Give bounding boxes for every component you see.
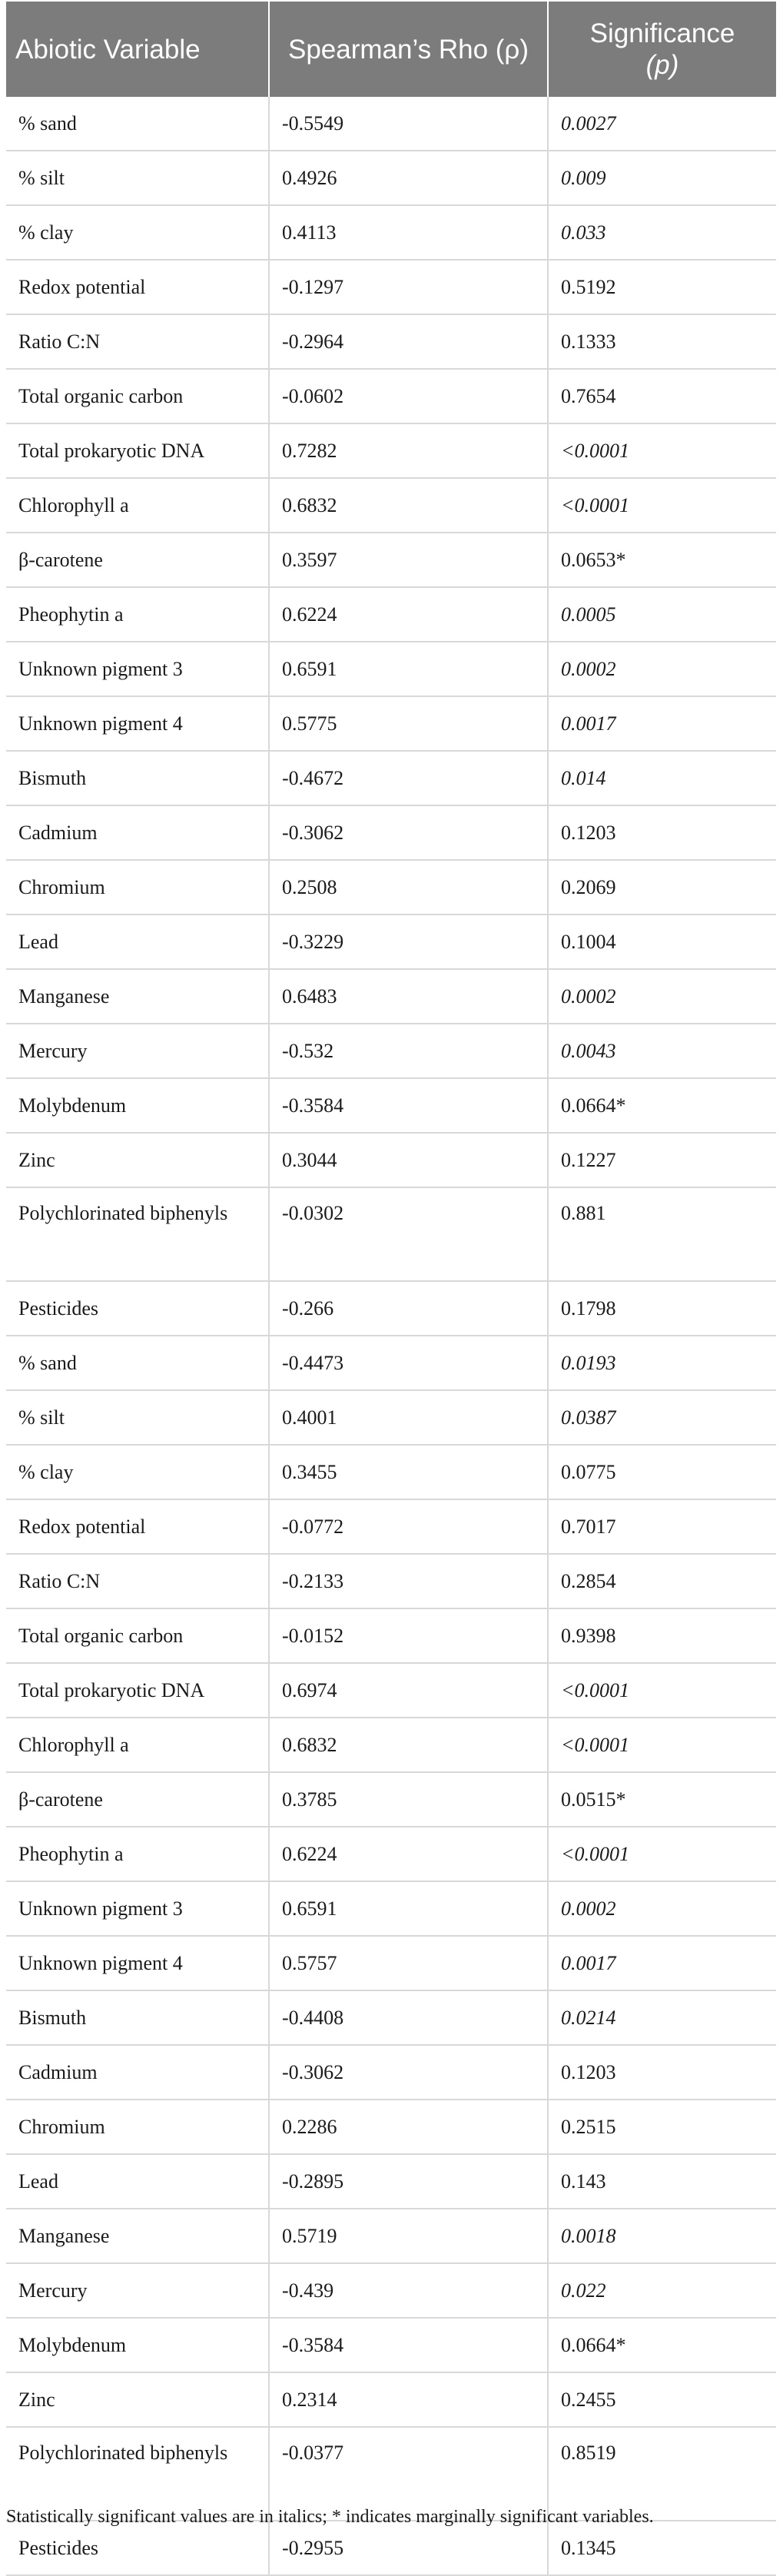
table-row [6, 2045, 776, 2100]
table-row [6, 1990, 776, 2045]
rho-cell: -0.0602 [269, 369, 548, 423]
rho-cell: 0.2314 [269, 2372, 548, 2427]
significance-cell: 0.014 [548, 751, 776, 805]
variable-cell: Chlorophyll a [6, 478, 269, 533]
table-row [6, 2318, 776, 2372]
variable-cell: Cadmium [6, 2045, 269, 2100]
correlation-table [6, 2, 776, 2576]
significance-cell: 0.0387 [548, 1390, 776, 1445]
variable-cell: Zinc [6, 2372, 269, 2427]
significance-cell: 0.2515 [548, 2100, 776, 2154]
variable-cell: Manganese [6, 969, 269, 1024]
table-row [6, 2521, 776, 2575]
rho-cell: 0.6591 [269, 642, 548, 696]
rho-cell: 0.6974 [269, 1663, 548, 1718]
variable-cell: % clay [6, 205, 269, 260]
variable-cell: Polychlorinated biphenyls [6, 2427, 269, 2521]
rho-cell: 0.3785 [269, 1772, 548, 1827]
variable-cell: Mercury [6, 1024, 269, 1078]
variable-cell: Total prokaryotic DNA [6, 1663, 269, 1718]
variable-cell: % silt [6, 1390, 269, 1445]
rho-cell: -0.2133 [269, 1554, 548, 1608]
table-body [6, 97, 776, 2575]
rho-cell: 0.3044 [269, 1133, 548, 1187]
header-significance-symbol: (p) [645, 50, 679, 80]
significance-cell: 0.5192 [548, 260, 776, 314]
rho-cell: 0.5775 [269, 696, 548, 751]
rho-cell: 0.4001 [269, 1390, 548, 1445]
rho-cell: 0.2286 [269, 2100, 548, 2154]
table-row [6, 2263, 776, 2318]
table-row [6, 1390, 776, 1445]
variable-cell: Bismuth [6, 751, 269, 805]
table-row [6, 805, 776, 860]
table-row [6, 1772, 776, 1827]
table-row [6, 97, 776, 151]
table-row [6, 1445, 776, 1499]
significance-cell: <0.0001 [548, 1827, 776, 1881]
variable-cell: Unknown pigment 4 [6, 1936, 269, 1990]
significance-cell: 0.0775 [548, 1445, 776, 1499]
variable-cell: Lead [6, 915, 269, 969]
rho-cell: 0.6832 [269, 1718, 548, 1772]
significance-cell: 0.881 [548, 1187, 776, 1281]
significance-cell: 0.0664* [548, 1078, 776, 1133]
significance-cell: 0.1227 [548, 1133, 776, 1187]
significance-cell: 0.0027 [548, 97, 776, 151]
variable-cell: β-carotene [6, 533, 269, 587]
significance-cell: 0.1203 [548, 805, 776, 860]
variable-cell: Total organic carbon [6, 369, 269, 423]
table-row [6, 1663, 776, 1718]
variable-cell: Unknown pigment 4 [6, 696, 269, 751]
significance-cell: 0.0193 [548, 1336, 776, 1390]
significance-cell: 0.7017 [548, 1499, 776, 1554]
rho-cell: -0.5549 [269, 97, 548, 151]
significance-cell: 0.143 [548, 2154, 776, 2209]
header-abiotic-variable: Abiotic Variable [6, 2, 269, 97]
table-row [6, 1499, 776, 1554]
rho-cell: -0.3062 [269, 2045, 548, 2100]
rho-cell: -0.2895 [269, 2154, 548, 2209]
rho-cell: 0.5757 [269, 1936, 548, 1990]
table-row [6, 2372, 776, 2427]
variable-cell: Cadmium [6, 805, 269, 860]
significance-cell: 0.0017 [548, 1936, 776, 1990]
rho-cell: 0.6224 [269, 1827, 548, 1881]
significance-cell: 0.1004 [548, 915, 776, 969]
rho-cell: -0.3062 [269, 805, 548, 860]
variable-cell: % clay [6, 1445, 269, 1499]
rho-cell: 0.6224 [269, 587, 548, 642]
table-row [6, 1827, 776, 1881]
header-row [6, 2, 776, 97]
significance-cell: 0.0017 [548, 696, 776, 751]
rho-cell: -0.266 [269, 1281, 548, 1336]
rho-cell: 0.6483 [269, 969, 548, 1024]
rho-cell: -0.532 [269, 1024, 548, 1078]
variable-cell: Redox potential [6, 260, 269, 314]
table-row [6, 2100, 776, 2154]
table-row [6, 1608, 776, 1663]
table-row [6, 696, 776, 751]
variable-cell: Molybdenum [6, 2318, 269, 2372]
variable-cell: Ratio C:N [6, 314, 269, 369]
variable-cell: Pesticides [6, 2521, 269, 2575]
rho-cell: 0.2508 [269, 860, 548, 915]
variable-cell: Chromium [6, 860, 269, 915]
significance-cell: 0.2069 [548, 860, 776, 915]
table-row [6, 1936, 776, 1990]
table-row [6, 533, 776, 587]
variable-cell: Redox potential [6, 1499, 269, 1554]
variable-cell: Lead [6, 2154, 269, 2209]
rho-cell: 0.3455 [269, 1445, 548, 1499]
variable-cell: Zinc [6, 1133, 269, 1187]
significance-cell: 0.9398 [548, 1608, 776, 1663]
variable-cell: % silt [6, 151, 269, 205]
significance-cell: 0.2455 [548, 2372, 776, 2427]
variable-cell: Molybdenum [6, 1078, 269, 1133]
table-row [6, 1078, 776, 1133]
significance-cell: <0.0001 [548, 1718, 776, 1772]
table-row [6, 2154, 776, 2209]
significance-cell: <0.0001 [548, 478, 776, 533]
table-row [6, 2209, 776, 2263]
variable-cell: β-carotene [6, 1772, 269, 1827]
variable-cell: Total prokaryotic DNA [6, 423, 269, 478]
table-row [6, 969, 776, 1024]
rho-cell: -0.0772 [269, 1499, 548, 1554]
significance-cell: 0.0653* [548, 533, 776, 587]
table-row [6, 1187, 776, 1281]
significance-cell: 0.0002 [548, 969, 776, 1024]
significance-cell: 0.033 [548, 205, 776, 260]
table-row [6, 915, 776, 969]
table-row [6, 1336, 776, 1390]
variable-cell: Total organic carbon [6, 1608, 269, 1663]
variable-cell: Pheophytin a [6, 1827, 269, 1881]
variable-cell: Unknown pigment 3 [6, 1881, 269, 1936]
table-row [6, 1554, 776, 1608]
rho-cell: 0.3597 [269, 533, 548, 587]
table-row [6, 423, 776, 478]
variable-cell: Chlorophyll a [6, 1718, 269, 1772]
table-row [6, 587, 776, 642]
significance-cell: 0.0515* [548, 1772, 776, 1827]
significance-cell: 0.1345 [548, 2521, 776, 2575]
table-header [6, 2, 776, 97]
rho-cell: 0.6591 [269, 1881, 548, 1936]
rho-cell: -0.4408 [269, 1990, 548, 2045]
table-row [6, 1718, 776, 1772]
variable-cell: Polychlorinated biphenyls [6, 1187, 269, 1281]
significance-cell: 0.8519 [548, 2427, 776, 2521]
rho-cell: -0.0152 [269, 1608, 548, 1663]
table-row [6, 642, 776, 696]
rho-cell: -0.4672 [269, 751, 548, 805]
rho-cell: -0.3584 [269, 1078, 548, 1133]
significance-cell: 0.1798 [548, 1281, 776, 1336]
rho-cell: 0.4926 [269, 151, 548, 205]
significance-cell: 0.0005 [548, 587, 776, 642]
variable-cell: Pesticides [6, 1281, 269, 1336]
table-row [6, 1024, 776, 1078]
table-row [6, 260, 776, 314]
significance-cell: 0.1333 [548, 314, 776, 369]
rho-cell: 0.5719 [269, 2209, 548, 2263]
variable-cell: % sand [6, 97, 269, 151]
table-row [6, 1133, 776, 1187]
variable-cell: Unknown pigment 3 [6, 642, 269, 696]
significance-cell: 0.0214 [548, 1990, 776, 2045]
table-row [6, 369, 776, 423]
rho-cell: -0.439 [269, 2263, 548, 2318]
variable-cell: Mercury [6, 2263, 269, 2318]
variable-cell: Chromium [6, 2100, 269, 2154]
rho-cell: -0.0302 [269, 1187, 548, 1281]
significance-cell: <0.0001 [548, 423, 776, 478]
table-row [6, 860, 776, 915]
variable-cell: Bismuth [6, 1990, 269, 2045]
significance-cell: 0.2854 [548, 1554, 776, 1608]
rho-cell: 0.7282 [269, 423, 548, 478]
significance-cell: 0.022 [548, 2263, 776, 2318]
table-row [6, 1881, 776, 1936]
significance-cell: <0.0001 [548, 1663, 776, 1718]
table-row [6, 205, 776, 260]
significance-cell: 0.009 [548, 151, 776, 205]
table-row [6, 478, 776, 533]
variable-cell: Ratio C:N [6, 1554, 269, 1608]
header-significance-label: Significance [589, 18, 735, 48]
rho-cell: -0.2964 [269, 314, 548, 369]
significance-cell: 0.0043 [548, 1024, 776, 1078]
rho-cell: -0.3584 [269, 2318, 548, 2372]
rho-cell: 0.6832 [269, 478, 548, 533]
variable-cell: Pheophytin a [6, 587, 269, 642]
rho-cell: -0.1297 [269, 260, 548, 314]
header-spearmans-rho: Spearman’s Rho (ρ) [269, 2, 548, 97]
table-row [6, 751, 776, 805]
significance-cell: 0.0018 [548, 2209, 776, 2263]
variable-cell: Manganese [6, 2209, 269, 2263]
significance-cell: 0.1203 [548, 2045, 776, 2100]
header-significance [548, 2, 776, 97]
table-row [6, 314, 776, 369]
table-row [6, 1281, 776, 1336]
rho-cell: -0.4473 [269, 1336, 548, 1390]
rho-cell: -0.3229 [269, 915, 548, 969]
significance-cell: 0.7654 [548, 369, 776, 423]
table-footnote: Statistically significant values are in italics; * indicates marginally significant variables. [6, 2507, 654, 2527]
rho-cell: -0.2955 [269, 2521, 548, 2575]
significance-cell: 0.0664* [548, 2318, 776, 2372]
variable-cell: % sand [6, 1336, 269, 1390]
rho-cell: -0.0377 [269, 2427, 548, 2521]
rho-cell: 0.4113 [269, 205, 548, 260]
significance-cell: 0.0002 [548, 1881, 776, 1936]
table-row [6, 151, 776, 205]
significance-cell: 0.0002 [548, 642, 776, 696]
